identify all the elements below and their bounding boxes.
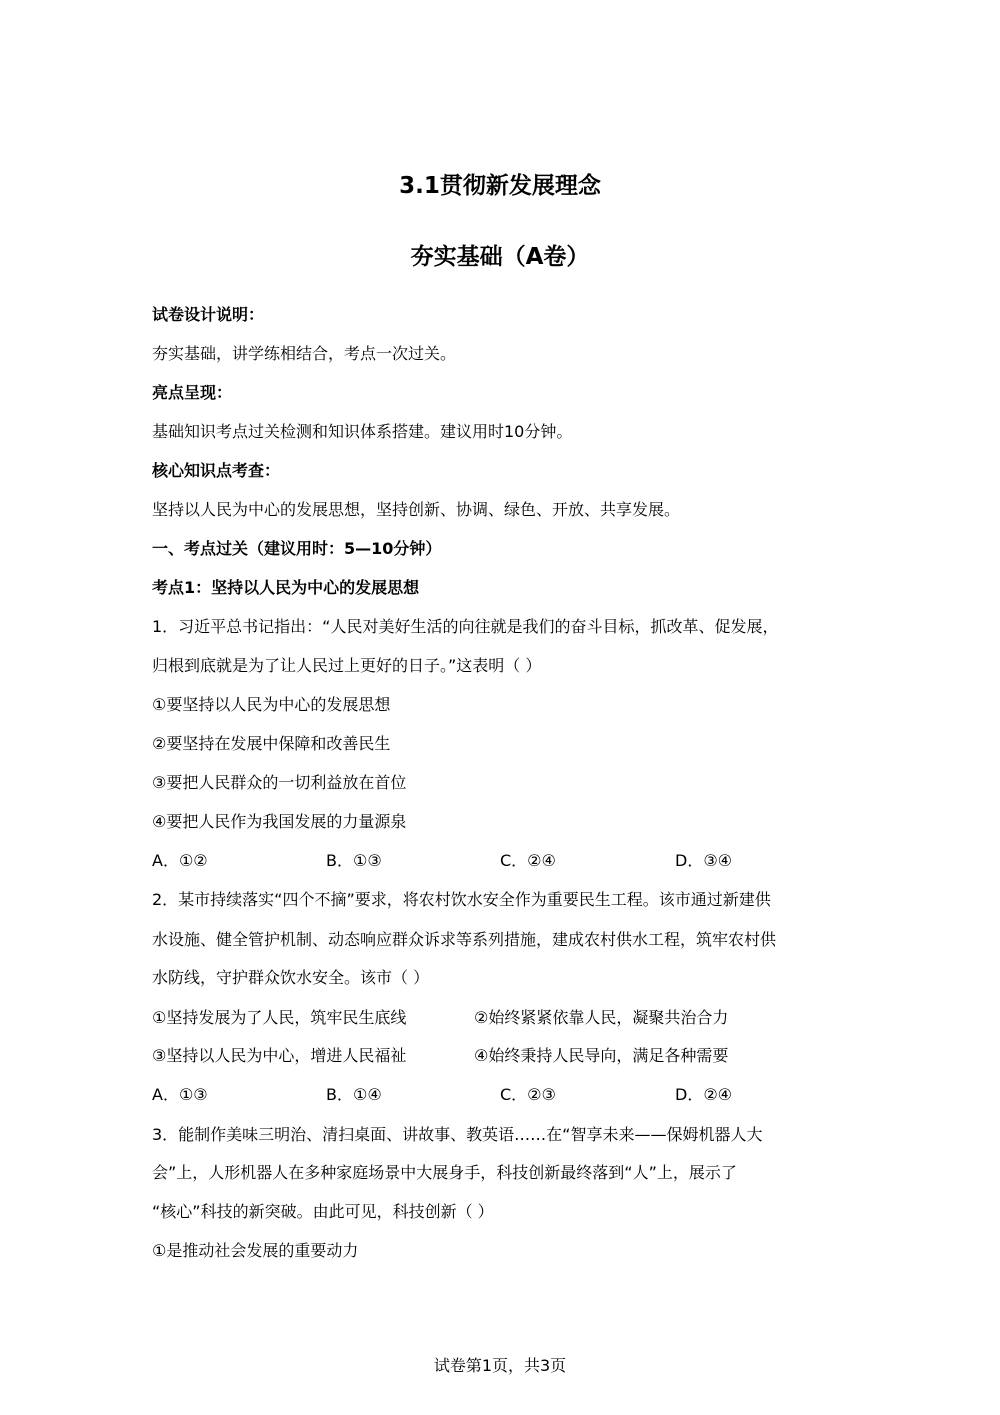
question-2-stem-line-3: 水防线，守护群众饮水安全。该市（ ） (152, 968, 430, 987)
question-2-option-c[interactable]: C．②③ (500, 1085, 556, 1104)
question-3-stem-line-3: “核心”科技的新突破。由此可见，科技创新（ ） (152, 1202, 494, 1221)
question-1-item: ④要把人民作为我国发展的力量源泉 (152, 812, 407, 831)
question-3-stem-line-2: 会”上，人形机器人在多种家庭场景中大展身手，科技创新最终落到“人”上，展示了 (152, 1163, 737, 1182)
question-1-item: ②要坚持在发展中保障和改善民生 (152, 734, 391, 753)
question-1-option-d[interactable]: D．③④ (675, 851, 733, 870)
point-heading: 考点1：坚持以人民为中心的发展思想 (152, 578, 420, 597)
design-heading: 试卷设计说明： (152, 305, 265, 324)
question-2-option-d[interactable]: D．②④ (675, 1085, 733, 1104)
question-2-item: ①坚持发展为了人民，筑牢民生底线 (152, 1008, 407, 1027)
question-2-stem-line-1: 2．某市持续落实“四个不摘”要求，将农村饮水安全作为重要民生工程。该市通过新建供 (152, 890, 771, 909)
core-heading: 核心知识点考查： (152, 461, 281, 480)
question-2-option-b[interactable]: B．①④ (326, 1085, 382, 1104)
section-heading: 一、考点过关（建议用时：5—10分钟） (152, 539, 442, 558)
question-3-stem-line-1: 3．能制作美味三明治、清扫桌面、讲故事、教英语……在“智享未来——保姆机器人大 (152, 1125, 763, 1144)
question-1-item: ③要把人民群众的一切利益放在首位 (152, 773, 407, 792)
highlight-text: 基础知识考点过关检测和知识体系搭建。建议用时10分钟。 (152, 422, 573, 441)
design-text: 夯实基础，讲学练相结合，考点一次过关。 (152, 344, 457, 363)
question-1-item: ①要坚持以人民为中心的发展思想 (152, 695, 391, 714)
question-1-option-a[interactable]: A．①② (152, 851, 208, 870)
question-2-stem-line-2: 水设施、健全管护机制、动态响应群众诉求等系列措施，建成农村供水工程，筑牢农村供 (152, 930, 777, 949)
question-2-item: ④始终秉持人民导向，满足各种需要 (474, 1046, 729, 1065)
highlight-heading: 亮点呈现： (152, 383, 233, 402)
question-1-option-b[interactable]: B．①③ (326, 851, 382, 870)
question-1-stem-line-2: 归根到底就是为了让人民过上更好的日子。”这表明（ ） (152, 656, 542, 675)
question-2-option-a[interactable]: A．①③ (152, 1085, 208, 1104)
question-2-item: ②始终紧紧依靠人民，凝聚共治合力 (474, 1008, 729, 1027)
page-footer: 试卷第1页，共3页 (433, 1356, 567, 1375)
question-2-item: ③坚持以人民为中心，增进人民福祉 (152, 1046, 407, 1065)
question-3-item: ①是推动社会发展的重要动力 (152, 1241, 359, 1260)
page-subtitle: 夯实基础（A卷） (410, 244, 590, 270)
question-1-option-c[interactable]: C．②④ (500, 851, 556, 870)
page-title: 3.1贯彻新发展理念 (399, 173, 601, 199)
core-text: 坚持以人民为中心的发展思想，坚持创新、协调、绿色、开放、共享发展。 (152, 500, 681, 519)
question-1-stem-line-1: 1．习近平总书记指出：“人民对美好生活的向往就是我们的奋斗目标，抓改革、促发展， (152, 617, 779, 636)
